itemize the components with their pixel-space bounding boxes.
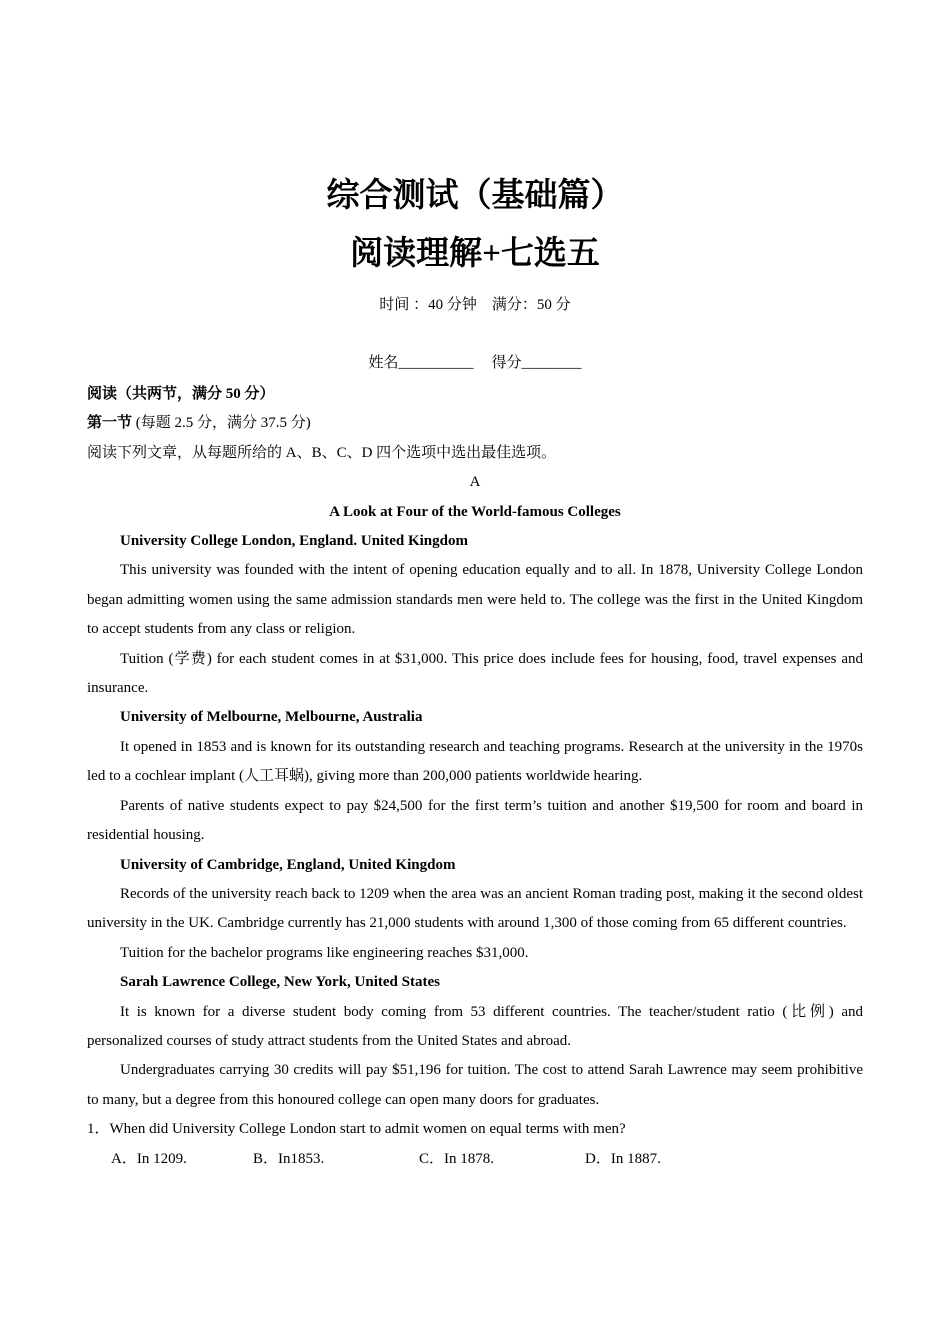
option-a: A．In 1209. bbox=[111, 1150, 187, 1167]
option-c: C．In 1878. bbox=[419, 1150, 495, 1167]
paragraph: Undergraduates carrying 30 credits will pay $51,196 for tuition. The cost to attend Sarah Lawrence may seem prohibitive to many, but a degree from this honoured college can open many doors for graduates. bbox=[87, 1062, 863, 1108]
score-label: 得分________ bbox=[491, 355, 582, 371]
paragraph: Tuition (学费) for each student comes in at $31,000. This price does include fees for housing, food, travel expenses and insurance. bbox=[87, 650, 863, 697]
question-1-stem: 1．When did University College London start to admit women on equal terms with men? bbox=[87, 1121, 626, 1138]
option-d: D．In 1887. bbox=[585, 1150, 661, 1167]
option-b: B．In1853. bbox=[253, 1150, 325, 1167]
section-subtitle bbox=[87, 409, 863, 438]
name-score-row bbox=[87, 352, 863, 374]
time-info: 时间 ：40 分钟 满分：50 分 bbox=[379, 297, 571, 313]
college-heading: University College London, England. United Kingdom bbox=[120, 533, 468, 550]
name-label: 姓名__________ bbox=[368, 355, 474, 371]
section-info: (每题 2.5 分，满分 37.5 分) bbox=[132, 415, 311, 432]
paragraph: It opened in 1853 and is known for its outstanding research and teaching programs. Research at the university in the 1970s led to a cochlear implant (人工耳蜗), giving more than 200,000 patients worldwide hearing. bbox=[87, 738, 863, 785]
part-title: 阅读（共两节，满分 50 分） bbox=[87, 386, 275, 402]
document-page bbox=[87, 170, 863, 1174]
page-title: 综合测试（基础篇） bbox=[326, 178, 624, 214]
college-heading: Sarah Lawrence College, New York, United States bbox=[120, 974, 440, 991]
passage-body bbox=[87, 527, 863, 1115]
instruction: 阅读下列文章，从每题所给的 A、B、C、D 四个选项中选出最佳选项。 bbox=[87, 444, 557, 461]
question-1-options bbox=[87, 1145, 863, 1174]
paragraph: It is known for a diverse student body coming from 53 different countries. The teacher/student ratio (比例) and personalized courses of study attract students from the United States and abroad. bbox=[87, 1003, 863, 1049]
passage-title: A Look at Four of the World-famous Colleges bbox=[329, 503, 621, 520]
paragraph: Records of the university reach back to 1209 when the area was an ancient Roman trading post, making it the second oldest university in the UK. Cambridge currently has 21,000 students with around 1,300 of those coming from 65 different countries. bbox=[87, 885, 863, 932]
college-heading: University of Cambridge, England, United Kingdom bbox=[120, 856, 456, 873]
passage-letter: A bbox=[469, 474, 481, 491]
college-heading: University of Melbourne, Melbourne, Australia bbox=[120, 709, 423, 726]
section-label: 第一节 bbox=[87, 415, 133, 432]
paragraph: Tuition for the bachelor programs like engineering reaches $31,000. bbox=[120, 944, 529, 961]
page-subtitle: 阅读理解+七选五 bbox=[350, 236, 600, 272]
paragraph: Parents of native students expect to pay $24,500 for the first term’s tuition and another $19,500 for room and board in residential housing. bbox=[87, 797, 863, 844]
paragraph: This university was founded with the intent of opening education equally and to all. In 1878, University College London began admitting women using the same admission standards men were held to. The college was the first in the United Kingdom to accept students from any class or religion. bbox=[87, 562, 863, 638]
